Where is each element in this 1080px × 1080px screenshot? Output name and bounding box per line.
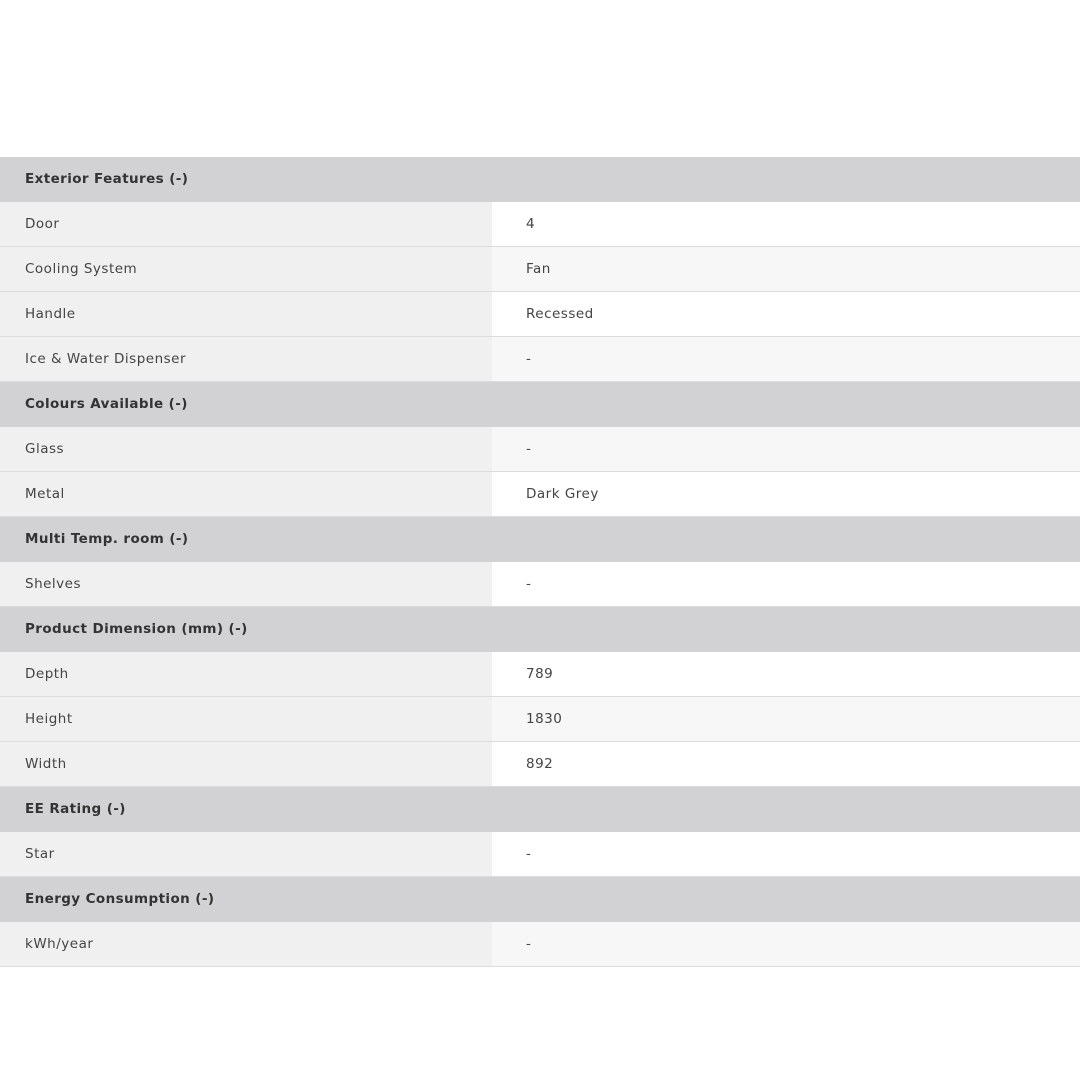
spec-row <box>0 697 1080 742</box>
spec-group-title[interactable]: Multi Temp. room (-) <box>25 531 189 547</box>
spec-group-title[interactable]: Product Dimension (mm) (-) <box>25 621 248 637</box>
spec-group-header-energy-consumption[interactable] <box>0 877 1080 922</box>
spec-table <box>0 157 1080 967</box>
spec-value: 4 <box>492 202 1080 246</box>
spec-label: Ice & Water Dispenser <box>0 337 492 381</box>
spec-value: Recessed <box>492 292 1080 336</box>
spec-value: - <box>492 337 1080 381</box>
spec-label: Cooling System <box>0 247 492 291</box>
spec-label: Door <box>0 202 492 246</box>
spec-row <box>0 337 1080 382</box>
spec-group-title[interactable]: Energy Consumption (-) <box>25 891 215 907</box>
spec-group-title[interactable]: EE Rating (-) <box>25 801 126 817</box>
spec-group-title[interactable]: Colours Available (-) <box>25 396 188 412</box>
spec-label: Depth <box>0 652 492 696</box>
spec-value: Dark Grey <box>492 472 1080 516</box>
spec-row <box>0 292 1080 337</box>
spec-label: Height <box>0 697 492 741</box>
spec-label: kWh/year <box>0 922 492 966</box>
spec-row <box>0 652 1080 697</box>
spec-value: - <box>492 922 1080 966</box>
spec-label: Star <box>0 832 492 876</box>
spec-group-header-exterior-features[interactable] <box>0 157 1080 202</box>
spec-label: Width <box>0 742 492 786</box>
spec-row <box>0 202 1080 247</box>
spec-group-header-colours-available[interactable] <box>0 382 1080 427</box>
spec-group-header-multi-temp-room[interactable] <box>0 517 1080 562</box>
spec-value: - <box>492 562 1080 606</box>
spec-row <box>0 922 1080 967</box>
spec-value: - <box>492 427 1080 471</box>
spec-label: Glass <box>0 427 492 471</box>
spec-row <box>0 427 1080 472</box>
spec-group-title[interactable]: Exterior Features (-) <box>25 171 189 187</box>
spec-row <box>0 472 1080 517</box>
spec-row <box>0 832 1080 877</box>
spec-value: 789 <box>492 652 1080 696</box>
spec-group-header-product-dimension[interactable] <box>0 607 1080 652</box>
spec-value: Fan <box>492 247 1080 291</box>
spec-value: - <box>492 832 1080 876</box>
spec-value: 892 <box>492 742 1080 786</box>
spec-value: 1830 <box>492 697 1080 741</box>
spec-row <box>0 742 1080 787</box>
spec-label: Shelves <box>0 562 492 606</box>
spec-group-header-ee-rating[interactable] <box>0 787 1080 832</box>
spec-label: Handle <box>0 292 492 336</box>
spec-row <box>0 562 1080 607</box>
spec-label: Metal <box>0 472 492 516</box>
spec-row <box>0 247 1080 292</box>
